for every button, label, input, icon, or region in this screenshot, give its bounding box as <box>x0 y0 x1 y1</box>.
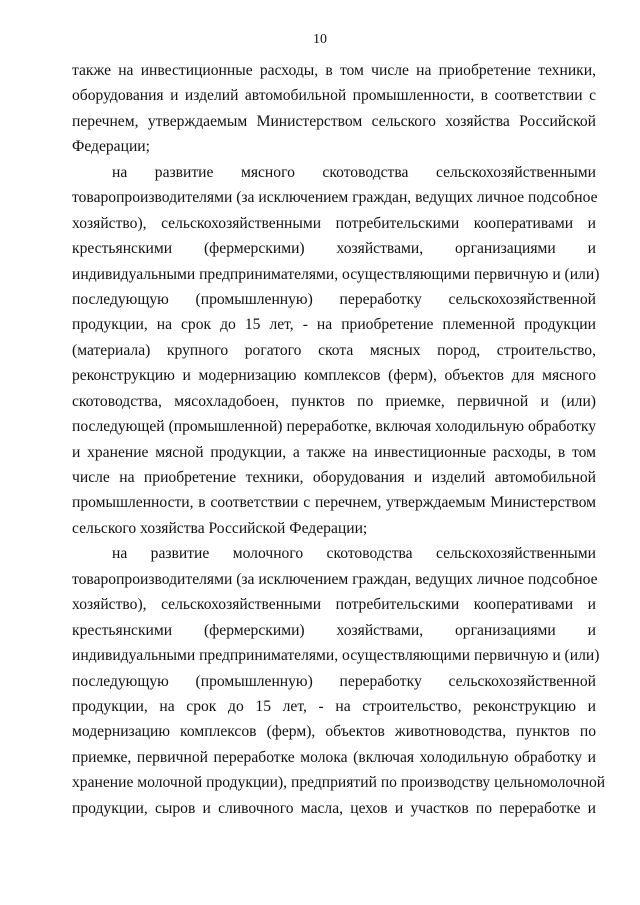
text-line: приемке, первичной переработке молока (включая холодильную обработку и <box>72 748 596 766</box>
text-line: продукции, на срок до 15 лет, - на строительство, реконструкцию и <box>72 697 596 715</box>
text-line: крестьянскими (фермерскими) хозяйствами, организациями и <box>72 240 596 258</box>
text-line: последующую (промышленную) переработку сельскохозяйственной <box>72 672 596 690</box>
text-line: модернизацию комплексов (ферм), объектов животноводства, пунктов по <box>72 723 596 741</box>
text-line: последующую (промышленную) переработку сельскохозяйственной <box>72 290 596 308</box>
text-line: индивидуальными предпринимателями, осуществляющими первичную и (или) <box>72 265 600 283</box>
text-line: также на инвестиционные расходы, в том числе на приобретение техники, <box>72 62 596 79</box>
text-line: сельского хозяйства Российской Федерации; <box>72 519 368 537</box>
text-line: Федерации; <box>72 138 150 156</box>
document-body <box>72 58 606 821</box>
text-line: числе на приобретение техники, оборудования и изделий автомобильной <box>72 469 596 486</box>
text-line: на развитие молочного скотоводства сельскохозяйственными <box>112 545 596 563</box>
text-line: товаропроизводителями (за исключением граждан, ведущих личное подсобное <box>72 570 598 588</box>
text-line: оборудования и изделий автомобильной промышленности, в соответствии с <box>72 87 596 105</box>
text-line: индивидуальными предпринимателями, осуществляющими первичную и (или) <box>72 647 600 665</box>
page-number: 10 <box>313 32 327 47</box>
text-line: перечнем, утверждаемым Министерством сельского хозяйства Российской <box>72 112 596 130</box>
text-line: хранение молочной продукции), предприятий по производству цельномолочной <box>72 774 606 792</box>
text-line: крестьянскими (фермерскими) хозяйствами, организациями и <box>72 621 596 639</box>
text-line: хозяйство), сельскохозяйственными потребительскими кооперативами и <box>72 596 596 614</box>
text-line: реконструкцию и модернизацию комплексов (ферм), объектов для мясного <box>72 367 596 385</box>
text-line: промышленности, в соответствии с перечнем, утверждаемым Министерством <box>72 494 596 512</box>
text-line: хозяйство), сельскохозяйственными потребительскими кооперативами и <box>72 214 596 232</box>
text-line: на развитие мясного скотоводства сельскохозяйственными <box>112 163 596 181</box>
text-line: продукции, на срок до 15 лет, - на приобретение племенной продукции <box>72 316 596 334</box>
text-line: последующей (промышленной) переработке, включая холодильную обработку <box>72 418 596 436</box>
text-line: и хранение мясной продукции, а также на инвестиционные расходы, в том <box>72 443 596 461</box>
text-line: продукции, сыров и сливочного масла, цехов и участков по переработке и <box>72 799 596 817</box>
text-line: товаропроизводителями (за исключением граждан, ведущих личное подсобное <box>72 189 598 207</box>
text-line: скотоводства, мясохладобоен, пунктов по приемке, первичной и (или) <box>72 392 596 410</box>
text-line: (материала) крупного рогатого скота мясных пород, строительство, <box>72 341 596 359</box>
